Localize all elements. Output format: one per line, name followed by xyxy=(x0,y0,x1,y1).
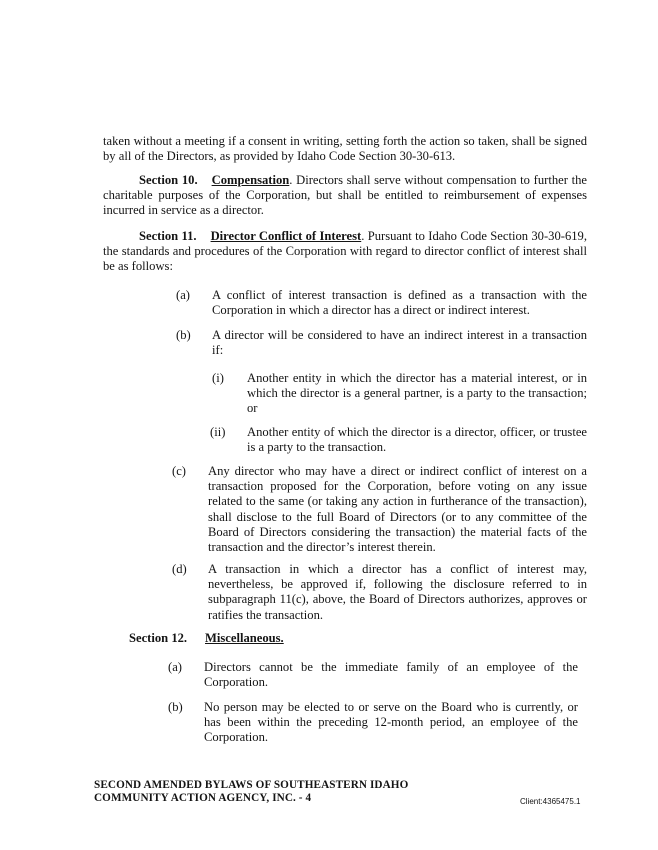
item-12a-text: Directors cannot be the immediate family of an employee of the Corporation. xyxy=(204,660,578,690)
item-12a-mark: (a) xyxy=(168,660,182,674)
section-11-label: Section 11. xyxy=(139,229,197,243)
footer-line-2: COMMUNITY ACTION AGENCY, INC. - 4 xyxy=(94,791,312,804)
item-11d-mark: (d) xyxy=(172,562,187,576)
item-12b-mark: (b) xyxy=(168,700,183,714)
section-11-paragraph xyxy=(103,229,587,275)
page-footer xyxy=(94,779,408,804)
item-11b-mark: (b) xyxy=(176,328,191,342)
section-10-text: . Directors shall serve without compensation to further the charitable purposes of the Corporation, but shall be entitled to reimbursement of expenses incurred in service as a director. xyxy=(103,173,587,218)
item-11c-text: Any director who may have a direct or indirect conflict of interest on a transaction proposed for the Corporation, before voting on any issue related to the same (or taking any action in furtherance of the transaction), shall disclose to the full Board of Directors (or to any committee of the Board of Directors considering the transaction) the material facts of the transaction and the director’s interest therein. xyxy=(208,464,587,555)
section-10-paragraph xyxy=(103,173,587,219)
client-reference: Client:4365475.1 xyxy=(520,797,581,806)
subitem-i-text: Another entity in which the director has a material interest, or in which the director is a general partner, is a party to the transaction; or xyxy=(247,371,587,416)
item-11b-text: A director will be considered to have an indirect interest in a transaction if: xyxy=(212,328,587,358)
section-10-label: Section 10. xyxy=(139,173,198,187)
item-11d-text: A transaction in which a director has a conflict of interest may, nevertheless, be approved if, following the disclosure referred to in subparagraph 11(c), above, the Board of Directors authorizes, approves or ratifies the transaction. xyxy=(208,562,587,622)
intro-paragraph: taken without a meeting if a consent in writing, setting forth the action so taken, shall be signed by all of the Directors, as provided by Idaho Code Section 30-30-613. xyxy=(103,134,587,164)
subitem-i-mark: (i) xyxy=(212,371,224,385)
subitem-ii-mark: (ii) xyxy=(210,425,226,439)
section-12-label: Section 12. xyxy=(129,631,188,645)
section-12-title: Miscellaneous. xyxy=(205,631,284,645)
item-11c-mark: (c) xyxy=(172,464,186,478)
item-11a-mark: (a) xyxy=(176,288,190,302)
item-11a-text: A conflict of interest transaction is defined as a transaction with the Corporation in which a director has a direct or indirect interest. xyxy=(212,288,587,318)
section-11-title: Director Conflict of Interest xyxy=(210,229,362,243)
section-10-title: Compensation xyxy=(211,173,290,187)
footer-line-1: SECOND AMENDED BYLAWS OF SOUTHEASTERN IDAHO xyxy=(94,779,409,791)
subitem-ii-text: Another entity of which the director is a director, officer, or trustee is a party to the transaction. xyxy=(247,425,587,455)
item-12b-text: No person may be elected to or serve on the Board who is currently, or has been within the preceding 12-month period, an employee of the Corporation. xyxy=(204,700,578,745)
section-11-text: . Pursuant to Idaho Code Section 30-30-619, the standards and procedures of the Corporation with regard to director conflict of interest shall be as follows: xyxy=(103,229,587,274)
